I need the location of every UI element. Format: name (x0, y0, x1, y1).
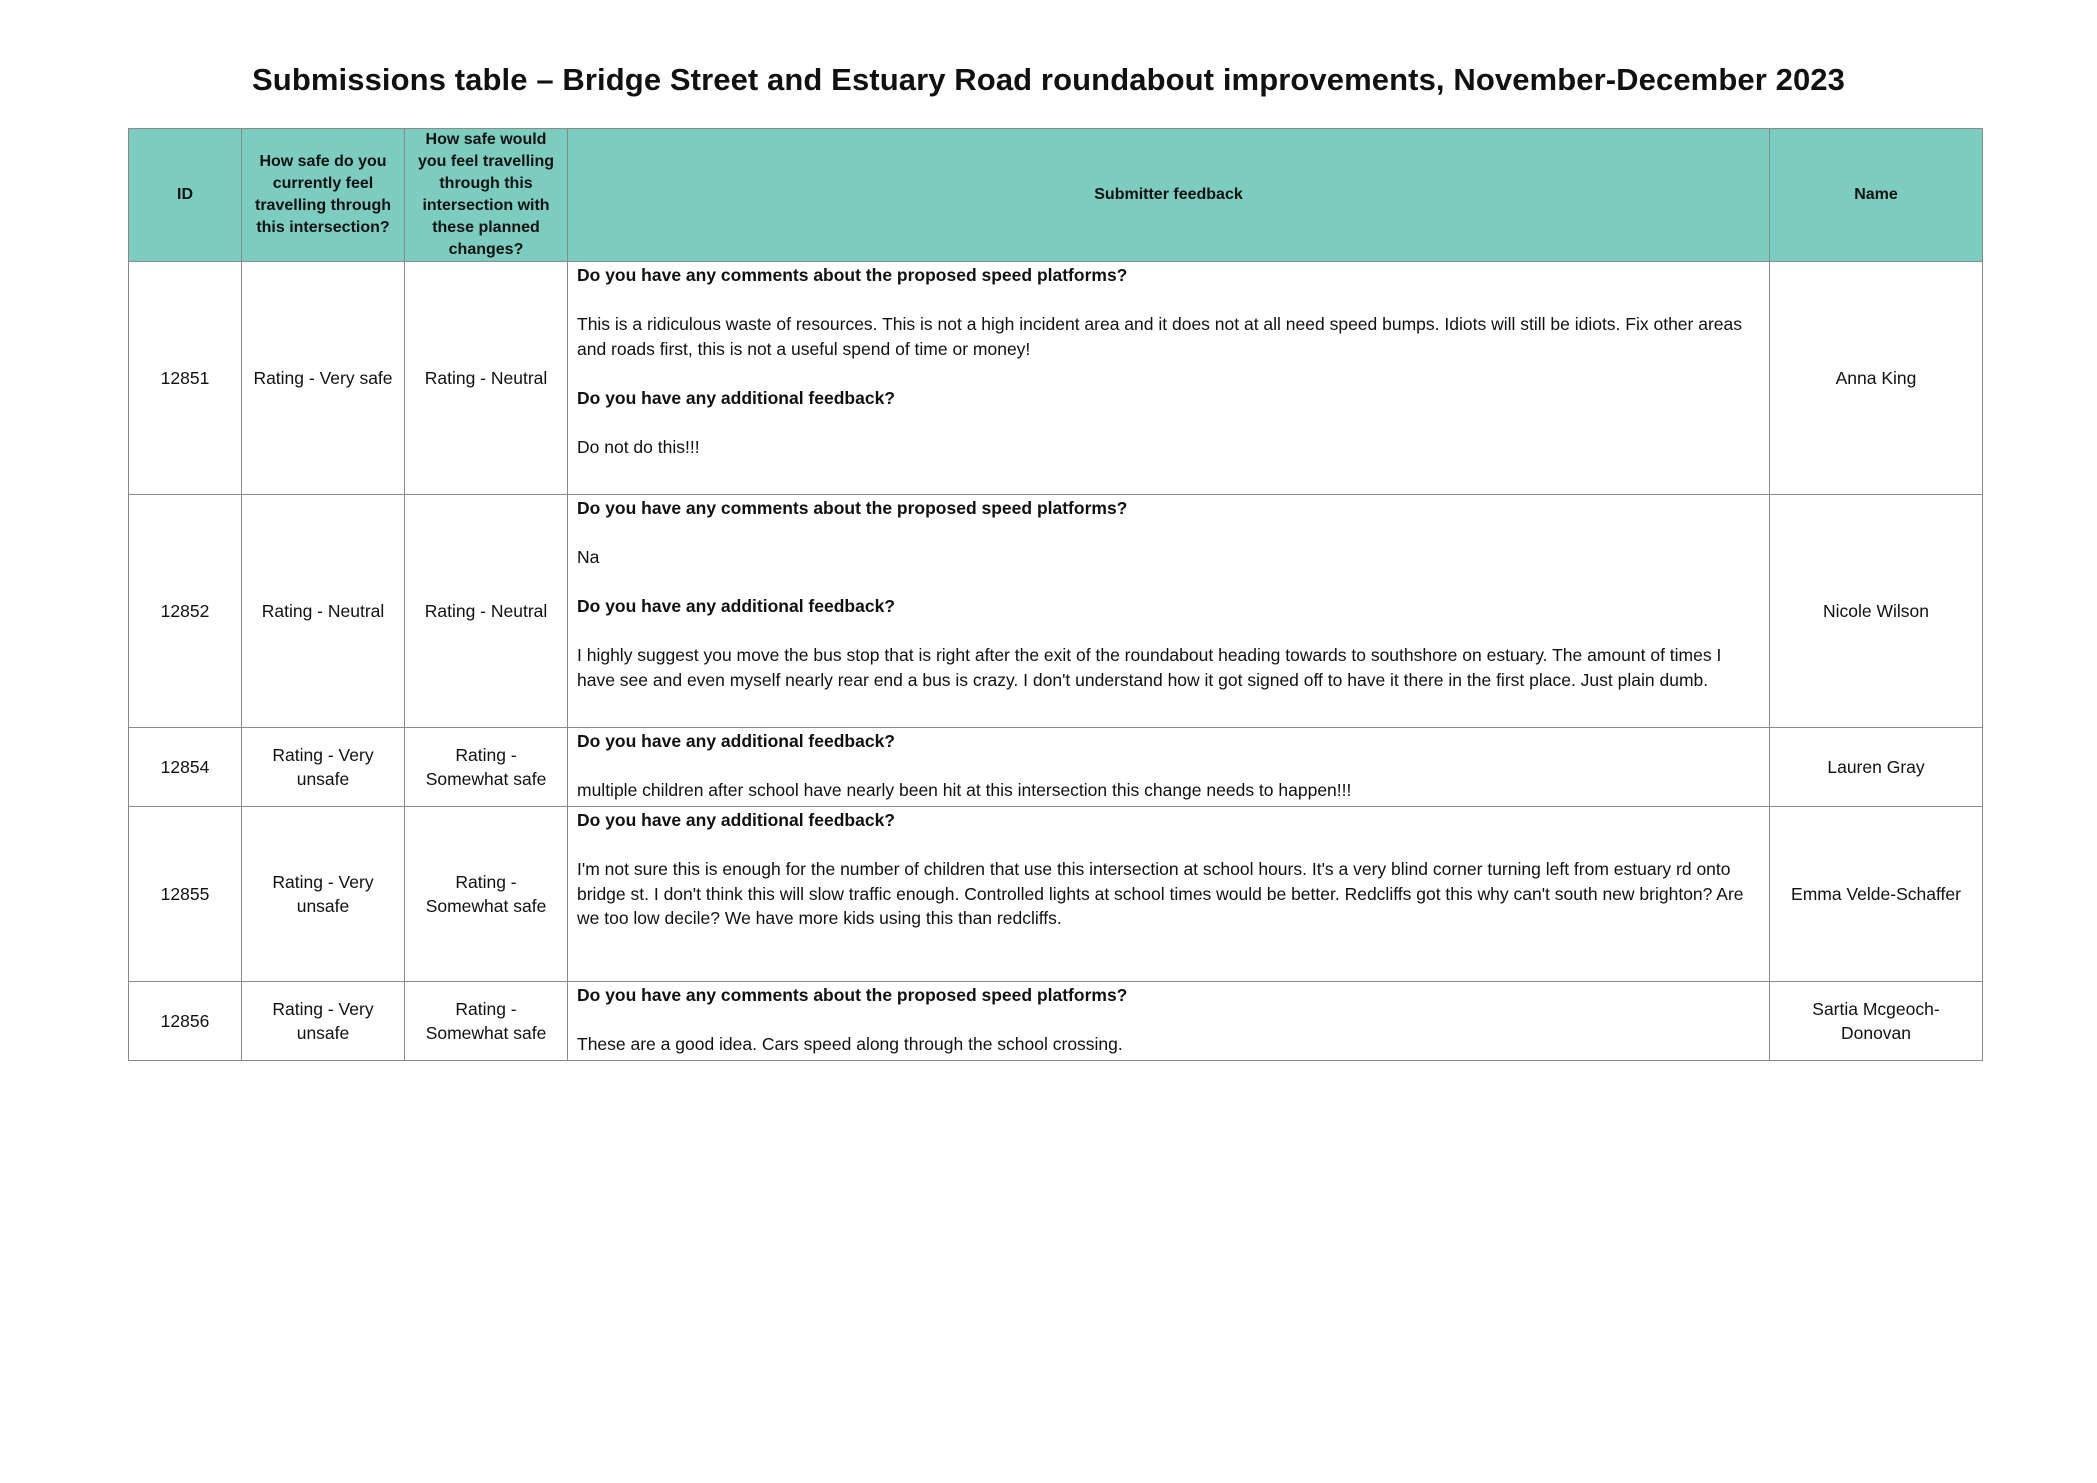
feedback-answer: Do not do this!!! (577, 436, 700, 457)
cell-name: Nicole Wilson (1770, 495, 1983, 728)
cell-feedback (568, 262, 1770, 495)
cell-id: 12851 (129, 262, 242, 495)
feedback-question: Do you have any comments about the proposed speed platforms? (577, 498, 1128, 518)
cell-current-safety: Rating - Very unsafe (242, 728, 405, 807)
feedback-question: Do you have any additional feedback? (577, 387, 895, 408)
cell-planned-safety: Rating - Neutral (405, 495, 568, 728)
cell-id: 12852 (129, 495, 242, 728)
cell-feedback (568, 728, 1770, 807)
feedback-answer: This is a ridiculous waste of resources. This is not a high incident area and it does not at all need speed bumps. Idiots will still be idiots. Fix other areas and roads first, this is not a useful spend of time or money! (577, 314, 1742, 359)
feedback-question: Do you have any comments about the proposed speed platforms? (577, 265, 1128, 285)
column-header-feedback: Submitter feedback (568, 129, 1770, 262)
cell-planned-safety: Rating - Somewhat safe (405, 982, 568, 1061)
cell-feedback (568, 807, 1770, 982)
table-header-row (129, 129, 1983, 262)
cell-name: Emma Velde-Schaffer (1770, 807, 1983, 982)
feedback-question: Do you have any additional feedback? (577, 596, 895, 616)
cell-planned-safety: Rating - Somewhat safe (405, 728, 568, 807)
feedback-answer: I highly suggest you move the bus stop that is right after the exit of the roundabout heading towards to southshore on estuary. The amount of times I have see and even myself nearly rear end a bus is crazy. I don't understand how it got signed off to have it there in the first place. Just plain dumb. (577, 645, 1722, 690)
cell-name: Lauren Gray (1770, 728, 1983, 807)
cell-current-safety: Rating - Very unsafe (242, 807, 405, 982)
feedback-question: Do you have any additional feedback? (577, 731, 895, 751)
table-row (129, 728, 1983, 807)
table-row (129, 495, 1983, 728)
feedback-answer: multiple children after school have nearly been hit at this intersection this change needs to happen!!! (577, 780, 1352, 800)
table-row (129, 807, 1983, 982)
feedback-answer: These are a good idea. Cars speed along through the school crossing. (577, 1034, 1123, 1054)
cell-id: 12855 (129, 807, 242, 982)
cell-id: 12854 (129, 728, 242, 807)
cell-current-safety: Rating - Neutral (242, 495, 405, 728)
feedback-question: Do you have any additional feedback? (577, 810, 895, 830)
cell-id: 12856 (129, 982, 242, 1061)
column-header-planned-safety: How safe would you feel travelling through this intersection with these planned changes? (405, 129, 568, 262)
page-title: Submissions table – Bridge Street and Estuary Road roundabout improvements, November-December 2023 (252, 62, 1845, 97)
feedback-question: Do you have any comments about the proposed speed platforms? (577, 985, 1128, 1005)
cell-planned-safety: Rating - Neutral (405, 262, 568, 495)
feedback-answer: Na (577, 547, 600, 567)
column-header-name: Name (1770, 129, 1983, 262)
cell-feedback (568, 982, 1770, 1061)
cell-planned-safety: Rating - Somewhat safe (405, 807, 568, 982)
cell-current-safety: Rating - Very unsafe (242, 982, 405, 1061)
column-header-id: ID (129, 129, 242, 262)
feedback-answer: I'm not sure this is enough for the number of children that use this intersection at school hours. It's a very blind corner turning left from estuary rd onto bridge st. I don't think this will slow traffic enough. Controlled lights at school times would be better. Redcliffs got this why can't south new brighton? Are we too low decile? We have more kids using this than redcliffs. (577, 859, 1744, 928)
column-header-current-safety: How safe do you currently feel travelling through this intersection? (242, 129, 405, 262)
table-row (129, 982, 1983, 1061)
submissions-table (128, 128, 1983, 1061)
cell-current-safety: Rating - Very safe (242, 262, 405, 495)
cell-name: Anna King (1770, 262, 1983, 495)
table-row (129, 262, 1983, 495)
cell-feedback (568, 495, 1770, 728)
cell-name: Sartia Mcgeoch-Donovan (1770, 982, 1983, 1061)
